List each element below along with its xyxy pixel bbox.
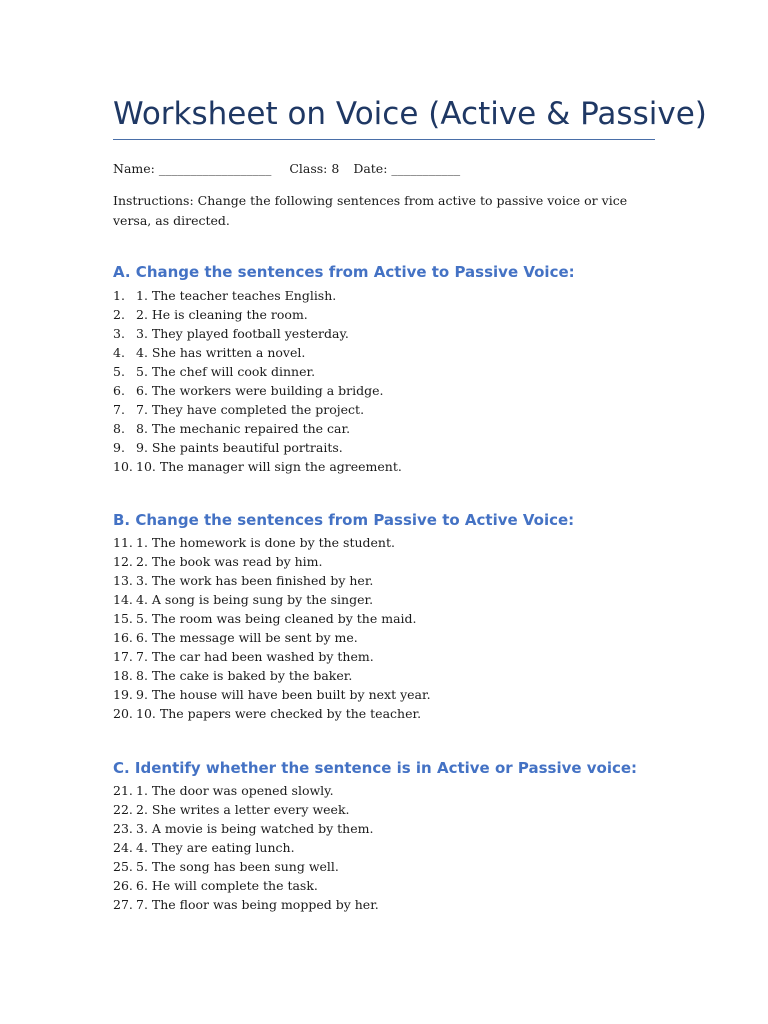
list-item [113,895,379,914]
item-number: 1. [113,288,125,303]
list-item [113,571,431,590]
list-item [113,800,379,819]
list-item [113,362,402,381]
item-text: 3. The work has been finished by her. [136,573,374,588]
item-text: 3. A movie is being watched by them. [136,821,374,836]
class-label: Class: 8 [289,161,340,176]
section-a-list [113,286,402,476]
list-item [113,286,402,305]
section-b-heading: B. Change the sentences from Passive to Active Voice: [113,511,575,529]
list-item [113,552,431,571]
item-number: 9. [113,440,125,455]
date-label: Date: ___________ [353,161,461,176]
item-number: 19. [113,687,133,702]
list-item [113,381,402,400]
title-underline [113,139,655,140]
item-number: 20. [113,706,133,721]
list-item [113,876,379,895]
list-item [113,819,379,838]
item-number: 15. [113,611,133,626]
list-item [113,400,402,419]
item-number: 4. [113,345,125,360]
page-title: Worksheet on Voice (Active & Passive) [113,96,707,132]
item-text: 2. He is cleaning the room. [136,307,308,322]
item-number: 14. [113,592,133,607]
item-number: 27. [113,897,133,912]
item-number: 18. [113,668,133,683]
item-text: 9. She paints beautiful portraits. [136,440,343,455]
item-number: 5. [113,364,125,379]
name-label: Name: __________________ [113,161,272,176]
list-item [113,666,431,685]
item-text: 6. The workers were building a bridge. [136,383,384,398]
item-text: 7. They have completed the project. [136,402,365,417]
item-number: 17. [113,649,133,664]
item-number: 3. [113,326,125,341]
list-item [113,838,379,857]
item-text: 6. The message will be sent by me. [136,630,358,645]
item-number: 21. [113,783,133,798]
item-text: 5. The room was being cleaned by the maid. [136,611,417,626]
list-item [113,324,402,343]
item-text: 6. He will complete the task. [136,878,318,893]
item-number: 6. [113,383,125,398]
list-item [113,685,431,704]
item-number: 8. [113,421,125,436]
item-text: 10. The papers were checked by the teacher. [136,706,422,721]
list-item [113,857,379,876]
list-item [113,609,431,628]
section-b-list [113,533,431,723]
section-a-heading: A. Change the sentences from Active to Passive Voice: [113,263,575,281]
list-item [113,704,431,723]
item-number: 23. [113,821,133,836]
item-text: 4. They are eating lunch. [136,840,295,855]
item-text: 8. The mechanic repaired the car. [136,421,351,436]
item-text: 5. The chef will cook dinner. [136,364,316,379]
item-number: 10. [113,459,133,474]
item-text: 5. The song has been sung well. [136,859,339,874]
item-text: 4. A song is being sung by the singer. [136,592,374,607]
item-text: 2. The book was read by him. [136,554,323,569]
list-item [113,438,402,457]
item-text: 4. She has written a novel. [136,345,306,360]
item-text: 1. The homework is done by the student. [136,535,395,550]
list-item [113,781,379,800]
list-item [113,628,431,647]
item-text: 1. The teacher teaches English. [136,288,337,303]
list-item [113,305,402,324]
item-number: 13. [113,573,133,588]
list-item [113,590,431,609]
item-number: 24. [113,840,133,855]
item-text: 2. She writes a letter every week. [136,802,350,817]
item-number: 26. [113,878,133,893]
list-item [113,419,402,438]
item-number: 16. [113,630,133,645]
list-item [113,533,431,552]
item-text: 3. They played football yesterday. [136,326,349,341]
item-number: 11. [113,535,133,550]
item-text: 7. The floor was being mopped by her. [136,897,379,912]
list-item [113,647,431,666]
section-c-list [113,781,379,914]
item-number: 22. [113,802,133,817]
item-text: 10. The manager will sign the agreement. [136,459,402,474]
list-item [113,343,402,362]
instructions-text: Instructions: Change the following sentences from active to passive voice or vice versa, as directed. [113,193,628,228]
item-text: 9. The house will have been built by next year. [136,687,431,702]
item-number: 25. [113,859,133,874]
student-info-line [113,160,460,177]
item-number: 2. [113,307,125,322]
section-c-heading: C. Identify whether the sentence is in Active or Passive voice: [113,759,638,777]
item-text: 1. The door was opened slowly. [136,783,334,798]
item-number: 12. [113,554,133,569]
item-number: 7. [113,402,125,417]
item-text: 8. The cake is baked by the baker. [136,668,353,683]
list-item [113,457,402,476]
item-text: 7. The car had been washed by them. [136,649,374,664]
